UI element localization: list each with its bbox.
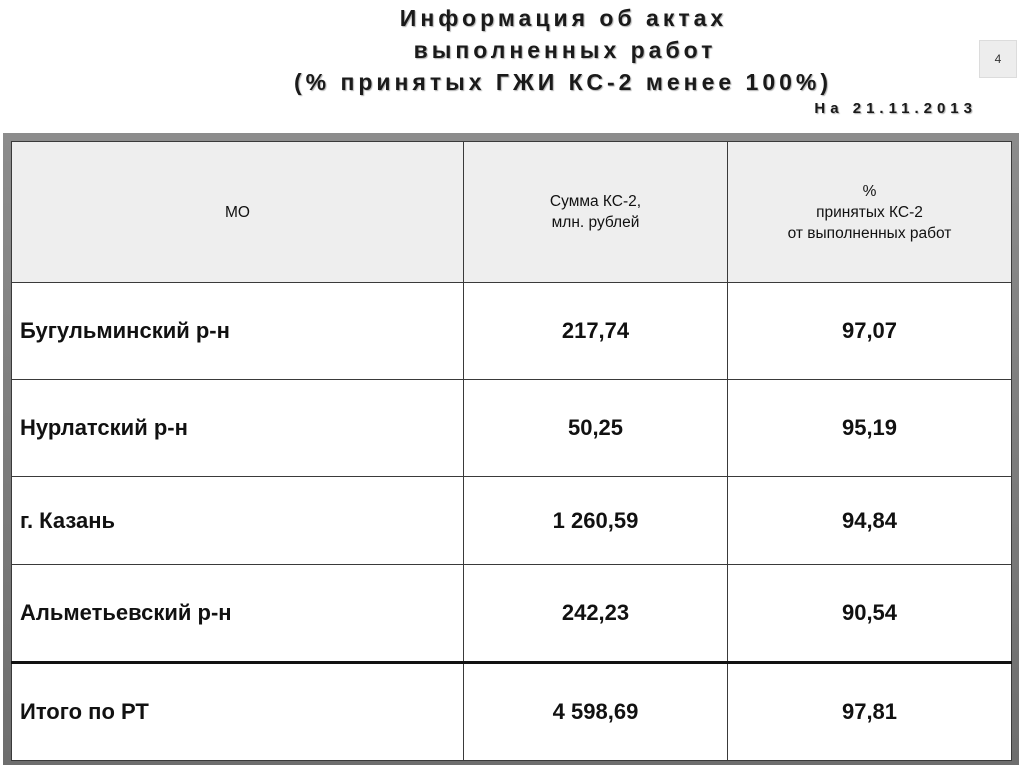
header-sum-line-1: Сумма КС-2, (549, 193, 642, 210)
title-line-1: Информация об актах (399, 5, 728, 31)
table-row (12, 380, 1012, 477)
row-percent: 90,54 (728, 565, 1012, 663)
title-line-3: (% принятых ГЖИ КС-2 менее 100%) (293, 69, 833, 95)
table-row (12, 477, 1012, 565)
header-percent-line-1: % (862, 182, 877, 200)
header-percent-line-3: от выполненных работ (787, 224, 952, 242)
data-table (11, 141, 1012, 761)
row-sum: 1 260,59 (464, 477, 728, 565)
title-line-2: выполненных работ (413, 37, 717, 63)
row-name: г. Казань (12, 477, 464, 565)
total-percent: 97,81 (728, 663, 1012, 761)
header-sum-line-2: млн. рублей (551, 214, 640, 231)
slide-title (0, 2, 1024, 98)
row-sum: 217,74 (464, 283, 728, 380)
header-mo (12, 142, 464, 283)
total-sum: 4 598,69 (464, 663, 728, 761)
row-percent: 95,19 (728, 380, 1012, 477)
header-mo-label: МО (225, 203, 250, 221)
row-percent: 97,07 (728, 283, 1012, 380)
report-date: На 21.11.2013 (814, 100, 977, 117)
page-number: 4 (979, 40, 1017, 78)
table-row (12, 565, 1012, 663)
row-name: Альметьевский р-н (12, 565, 464, 663)
header-percent-line-2: принятых КС-2 (816, 203, 923, 221)
total-name: Итого по РТ (12, 663, 464, 761)
table-total-row (12, 663, 1012, 761)
row-name: Нурлатский р-н (12, 380, 464, 477)
table-header-row (12, 142, 1012, 283)
table-frame (3, 133, 1019, 765)
table-row (12, 283, 1012, 380)
header-percent (728, 142, 1012, 283)
row-percent: 94,84 (728, 477, 1012, 565)
row-sum: 50,25 (464, 380, 728, 477)
row-sum: 242,23 (464, 565, 728, 663)
header-sum (464, 142, 728, 283)
row-name: Бугульминский р-н (12, 283, 464, 380)
